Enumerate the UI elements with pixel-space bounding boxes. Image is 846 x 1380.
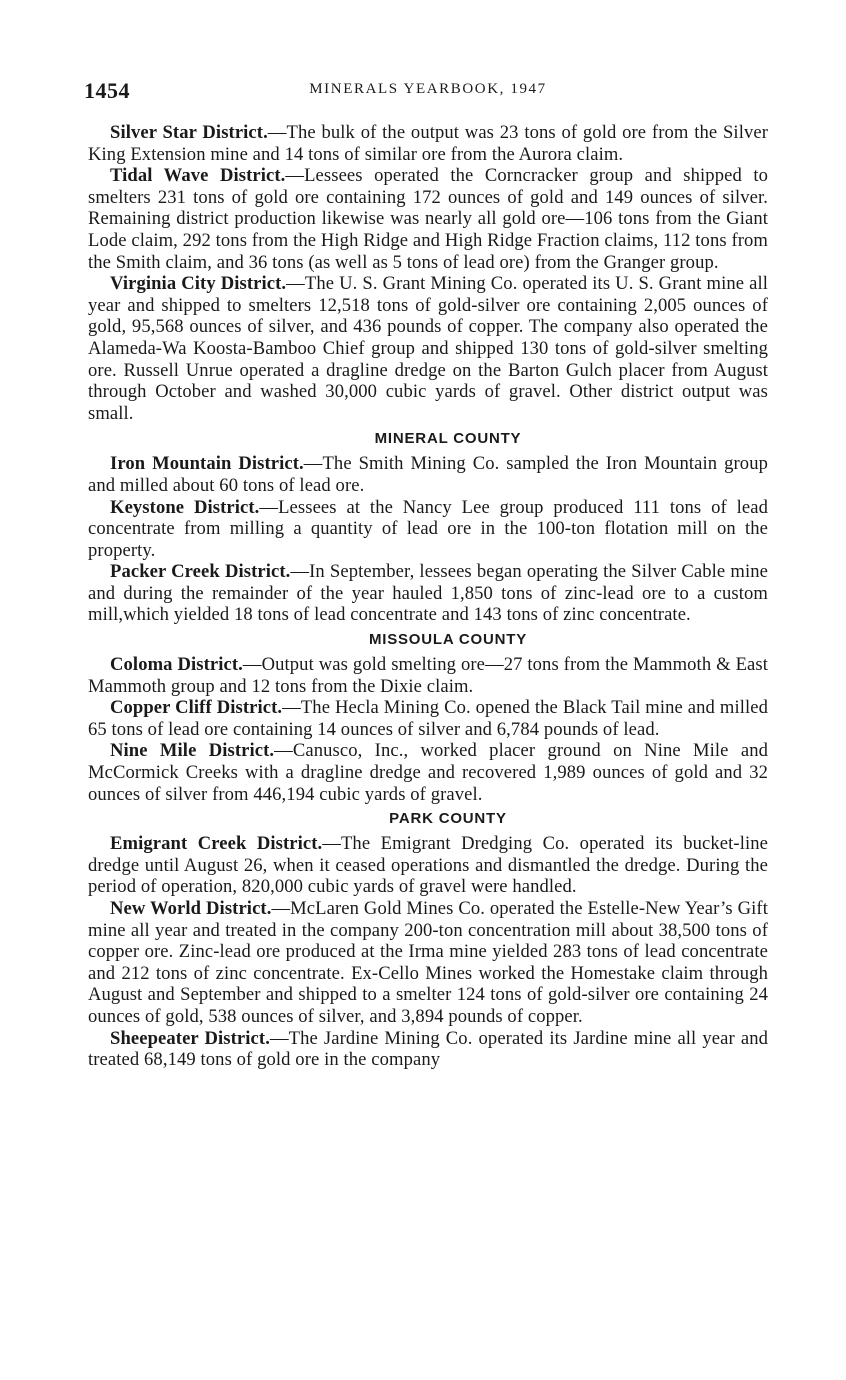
paragraph-text: —The Jardine Mining Co. operated its Jardine mine all year and treated 68,149 tons of gold ore in the company — [88, 1027, 769, 1071]
paragraph-text: —The U. S. Grant Mining Co. operated its U. S. Grant mine all year and shipped to smelters 12,518 tons of gold-silver ore containing 2,005 ounces of gold, 95,568 ounces of silver, and 436 pounds of copper. The company also operated the Alameda-Wa Koosta-Bamboo Chief group and shipped 130 tons of gold-silver smelting ore. Russell Unrue operated a dragline dredge on the Barton Gulch placer from August through October and washed 30,000 cubic yards of gravel. Other district output was small. — [88, 273, 768, 424]
district-name: New World District. — [110, 898, 272, 919]
paragraph-coloma — [88, 654, 768, 697]
section-missoula-county — [88, 631, 768, 805]
paragraph-text: —In September, lessees began operating the Silver Cable mine and during the remainder of the year hauled 1,850 tons of zinc-lead ore to a custom mill,which yielded 18 tons of lead concentrate and 143 tons of zinc concentrate. — [88, 561, 768, 626]
county-heading: MINERAL COUNTY — [374, 430, 522, 448]
paragraph-copper-cliff — [88, 697, 768, 740]
paragraph-silver-star — [88, 122, 768, 165]
district-name: Packer Creek District. — [110, 561, 291, 583]
paragraph-text: —The Emigrant Dredging Co. operated its bucket-line dredge until August 26, when it ceased operations and dismantled the dredge. During the period of operation, 820,000 cubic yards of gravel were handled. — [88, 833, 769, 898]
paragraph-text: —The Smith Mining Co. sampled the Iron Mountain group and milled about 60 tons of lead ore. — [88, 453, 768, 496]
section-park-county — [88, 810, 768, 1071]
paragraph-text: —The Hecla Mining Co. opened the Black Tail mine and milled 65 tons of lead ore containing 14 ounces of silver and 6,784 pounds of lead. — [88, 697, 769, 740]
paragraph-text: —The bulk of the output was 23 tons of gold ore from the Silver King Extension mine and 14 tons of similar ore from the Aurora claim. — [88, 122, 769, 165]
paragraph-virginia-city — [88, 273, 768, 424]
district-name: Coloma District. — [110, 654, 243, 676]
paragraph-text: —Canusco, Inc., worked placer ground on Nine Mile and McCormick Creeks with a dragline dredge and recovered 1,989 ounces of gold and 32 ounces of silver from 446,194 cubic yards of gravel. — [88, 740, 768, 805]
district-name: Copper Cliff District. — [110, 697, 283, 719]
document-page — [84, 78, 769, 1071]
district-name: Iron Mountain District. — [110, 453, 304, 475]
district-name: Tidal Wave District. — [110, 165, 286, 187]
running-head: MINERALS YEARBOOK, 1947 — [309, 81, 547, 97]
paragraph-text: —Output was gold smelting ore—27 tons from the Mammoth & East Mammoth group and 12 tons from the Dixie claim. — [88, 654, 768, 697]
district-name: Emigrant Creek District. — [110, 833, 323, 855]
paragraph-text: —Lessees at the Nancy Lee group produced 111 tons of lead concentrate from milling a quantity of lead ore in the 100-ton flotation mill on the property. — [88, 496, 768, 561]
county-heading: MISSOULA COUNTY — [368, 631, 528, 649]
page-header — [84, 78, 768, 108]
paragraph-packer-creek — [88, 561, 768, 626]
paragraph-text: —McLaren Gold Mines Co. operated the Estelle-New Year’s Gift mine all year and treated in the company 200-ton concentration mill about 38,500 tons of copper ore. Zinc-lead ore produced at the Irma mine yielded 283 tons of lead concentrate and 212 tons of zinc concentrate. Ex-Cello Mines worked the Homestake claim through August and September and shipped to a smelter 124 tons of gold-silver ore containing 24 ounces of gold, 538 ounces of silver, and 3,894 pounds of copper. — [88, 898, 768, 1027]
county-heading: PARK COUNTY — [389, 810, 507, 828]
section-mineral-county — [88, 430, 768, 626]
paragraph-sheepeater — [88, 1028, 768, 1071]
section-continued — [88, 122, 768, 424]
district-name: Silver Star District. — [110, 122, 268, 143]
paragraph-nine-mile — [88, 740, 768, 805]
paragraph-new-world — [88, 898, 768, 1028]
paragraph-text: —Lessees operated the Corncracker group and shipped to smelters 231 tons of gold ore containing 172 ounces of gold and 149 ounces of silver. Remaining district production likewise was nearly all gold ore—106 tons from the Giant Lode claim, 292 tons from the High Ridge and High Ridge Fraction claims, 112 tons from the Smith claim, and 36 tons (as well as 5 tons of lead ore) from the Granger group. — [88, 165, 768, 273]
district-name: Virginia City District. — [110, 273, 287, 295]
district-name: Nine Mile District. — [110, 740, 275, 762]
paragraph-tidal-wave — [88, 165, 768, 273]
district-name: Keystone District. — [110, 496, 260, 518]
page-number: 1454 — [84, 78, 130, 103]
paragraph-emigrant-creek — [88, 833, 768, 898]
paragraph-keystone — [88, 497, 768, 562]
district-name: Sheepeater District. — [110, 1027, 270, 1049]
paragraph-iron-mountain — [88, 453, 768, 496]
